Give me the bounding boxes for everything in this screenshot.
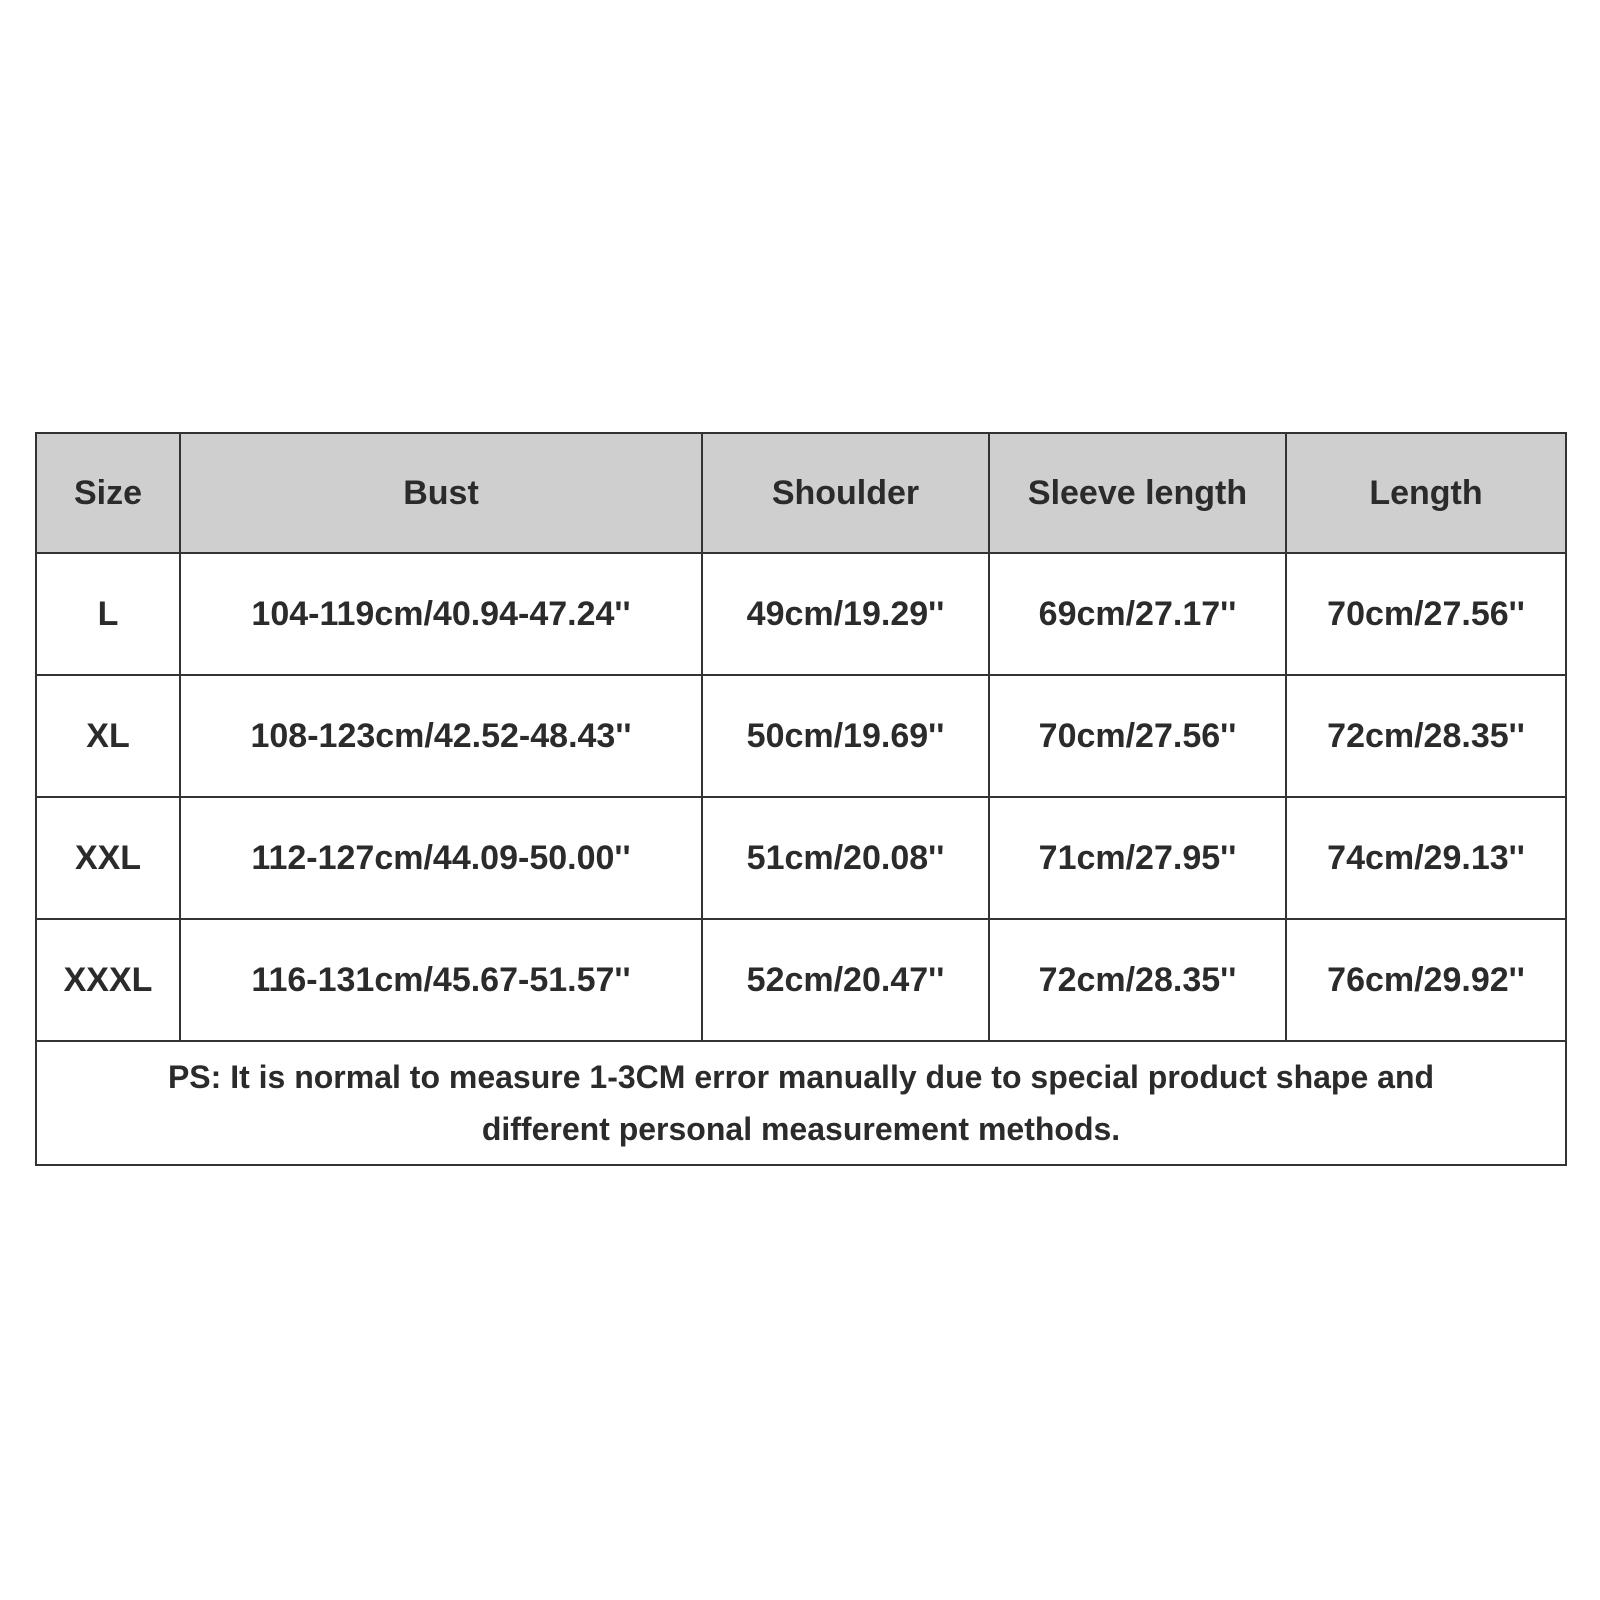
cell-size: XXL	[36, 797, 180, 919]
table-row	[36, 797, 1566, 919]
measurement-note	[36, 1041, 1566, 1165]
header-size: Size	[36, 433, 180, 553]
cell-length: 70cm/27.56''	[1286, 553, 1566, 675]
cell-shoulder: 51cm/20.08''	[702, 797, 989, 919]
table-row	[36, 553, 1566, 675]
cell-size: L	[36, 553, 180, 675]
cell-shoulder: 50cm/19.69''	[702, 675, 989, 797]
note-row	[36, 1041, 1566, 1165]
cell-sleeve-length: 70cm/27.56''	[989, 675, 1286, 797]
size-chart-table	[35, 432, 1567, 1166]
header-length: Length	[1286, 433, 1566, 553]
cell-shoulder: 52cm/20.47''	[702, 919, 989, 1041]
header-row	[36, 433, 1566, 553]
cell-size: XXXL	[36, 919, 180, 1041]
header-bust: Bust	[180, 433, 702, 553]
table-row	[36, 675, 1566, 797]
cell-bust: 116-131cm/45.67-51.57''	[180, 919, 702, 1041]
header-shoulder: Shoulder	[702, 433, 989, 553]
cell-length: 72cm/28.35''	[1286, 675, 1566, 797]
cell-bust: 104-119cm/40.94-47.24''	[180, 553, 702, 675]
cell-sleeve-length: 72cm/28.35''	[989, 919, 1286, 1041]
cell-sleeve-length: 71cm/27.95''	[989, 797, 1286, 919]
cell-size: XL	[36, 675, 180, 797]
note-line-2: different personal measurement methods.	[481, 1111, 1121, 1147]
table-row	[36, 919, 1566, 1041]
note-line-1: PS: It is normal to measure 1-3CM error manually due to special product shape and	[167, 1059, 1435, 1095]
cell-shoulder: 49cm/19.29''	[702, 553, 989, 675]
cell-length: 76cm/29.92''	[1286, 919, 1566, 1041]
cell-bust: 112-127cm/44.09-50.00''	[180, 797, 702, 919]
cell-length: 74cm/29.13''	[1286, 797, 1566, 919]
header-sleeve-length: Sleeve length	[989, 433, 1286, 553]
cell-bust: 108-123cm/42.52-48.43''	[180, 675, 702, 797]
cell-sleeve-length: 69cm/27.17''	[989, 553, 1286, 675]
